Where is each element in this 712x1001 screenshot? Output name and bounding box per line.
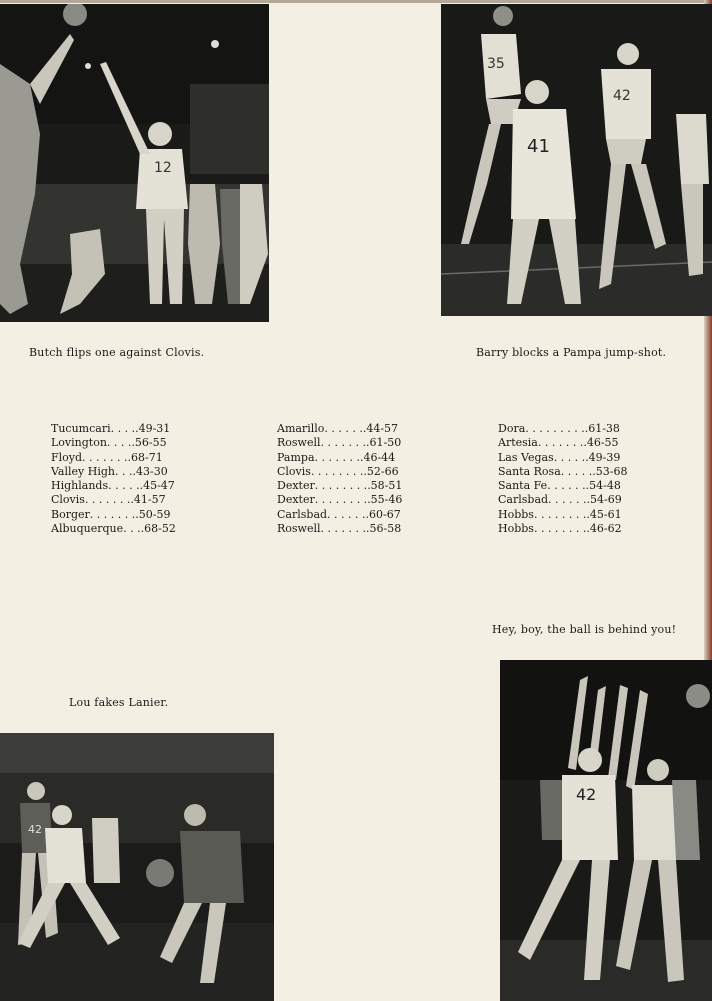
- team-name: Dexter: [277, 479, 315, 493]
- score-row: [498, 522, 658, 536]
- jersey-42-bottom-right: 42: [576, 785, 597, 804]
- jersey-42-bottom-left: 42: [28, 823, 42, 836]
- jersey-35: 35: [487, 56, 505, 72]
- photo-barry-pampa: [441, 4, 712, 316]
- team-name: Lovington: [51, 436, 107, 450]
- dot-leader: . . . . .: [108, 479, 140, 493]
- caption-lou: Lou fakes Lanier.: [69, 696, 169, 709]
- dot-leader: . . . .: [106, 436, 132, 450]
- photo-lou-lanier-image: [0, 733, 274, 1001]
- scores-column-2: [277, 422, 437, 536]
- game-score: .56-58: [365, 522, 402, 536]
- dot-leader: . . . . . . . .: [533, 507, 587, 521]
- scores-column-1: [51, 422, 211, 536]
- game-score: .68-52: [140, 522, 176, 536]
- team-name: Hobbs: [498, 507, 534, 521]
- photo-lou-lanier: [0, 733, 274, 1001]
- team-name: Santa Rosa: [498, 464, 561, 478]
- game-score: .44-57: [362, 422, 399, 435]
- dot-leader: . . . .: [110, 422, 136, 435]
- team-name: Amarillo: [277, 422, 325, 435]
- game-score: .68-71: [127, 450, 163, 464]
- game-score: .46-62: [586, 522, 622, 536]
- game-score: .50-59: [135, 507, 171, 521]
- score-row: [51, 451, 211, 465]
- score-row: [498, 508, 658, 522]
- dot-leader: . . . . . . .: [314, 450, 360, 464]
- game-score: .43-30: [132, 464, 168, 478]
- dot-leader: . . . . . . .: [89, 507, 136, 521]
- game-score: .52-66: [363, 464, 399, 478]
- score-row: [498, 436, 658, 450]
- game-score: .58-51: [367, 479, 403, 493]
- dot-leader: . . .: [123, 522, 141, 536]
- team-name: Santa Fe: [498, 479, 548, 493]
- dot-leader: . . . . . . .: [320, 436, 366, 450]
- team-name: Carlsbad: [277, 507, 328, 521]
- score-row: [51, 493, 211, 507]
- score-row: [277, 522, 437, 536]
- dot-leader: . . . . .: [560, 464, 593, 478]
- team-name: Carlsbad: [498, 493, 549, 507]
- team-name: Valley High: [51, 464, 115, 478]
- caption-barry: Barry blocks a Pampa jump-shot.: [476, 346, 667, 359]
- game-score: .45-61: [586, 507, 622, 521]
- photo-ball-behind: [500, 660, 712, 1001]
- team-name: Dora: [498, 422, 526, 435]
- team-name: Floyd: [51, 450, 83, 464]
- game-score: .54-48: [585, 479, 621, 493]
- team-name: Clovis: [277, 464, 311, 478]
- score-row: [277, 493, 437, 507]
- score-row: [498, 479, 658, 493]
- team-name: Hobbs: [498, 522, 534, 536]
- score-row: [498, 493, 658, 507]
- score-row: [277, 422, 437, 436]
- jersey-41: 41: [527, 136, 550, 157]
- game-score: .49-39: [585, 450, 621, 464]
- game-score: .61-50: [365, 436, 402, 450]
- game-score: .56-55: [131, 436, 167, 450]
- game-score: .41-57: [130, 493, 166, 507]
- team-name: Pampa: [277, 450, 315, 464]
- game-score: .61-38: [584, 422, 620, 435]
- score-row: [51, 479, 211, 493]
- score-row: [51, 422, 211, 436]
- game-score: .53-68: [592, 464, 628, 478]
- score-row: [277, 508, 437, 522]
- dot-leader: . . . . . . . .: [533, 522, 587, 536]
- jersey-42-top: 42: [613, 88, 631, 104]
- score-row: [51, 465, 211, 479]
- score-row: [277, 436, 437, 450]
- game-score: .46-44: [359, 450, 396, 464]
- jersey-12: 12: [154, 160, 172, 176]
- dot-leader: . . . . . .: [327, 507, 366, 521]
- dot-leader: . . .: [115, 464, 133, 478]
- game-score: .54-69: [586, 493, 622, 507]
- score-row: [51, 522, 211, 536]
- team-name: Roswell: [277, 436, 321, 450]
- photo-barry-pampa-image: [441, 4, 712, 316]
- team-name: Albuquerque: [51, 522, 124, 536]
- photo-butch-clovis-image: [0, 4, 269, 322]
- team-name: Artesia: [498, 436, 538, 450]
- photo-ball-behind-image: [500, 660, 712, 1001]
- dot-leader: . . . . . . .: [537, 436, 584, 450]
- team-name: Roswell: [277, 522, 321, 536]
- team-name: Las Vegas: [498, 450, 554, 464]
- dot-leader: . . . . . . .: [320, 522, 366, 536]
- score-row: [498, 451, 658, 465]
- game-score: .46-55: [583, 436, 619, 450]
- score-row: [498, 422, 658, 436]
- dot-leader: . . . . .: [553, 450, 586, 464]
- caption-butch: Butch flips one against Clovis.: [29, 346, 205, 359]
- score-row: [277, 465, 437, 479]
- score-row: [51, 508, 211, 522]
- score-row: [277, 479, 437, 493]
- dot-leader: . . . . . .: [548, 493, 587, 507]
- dot-leader: . . . . . .: [324, 422, 363, 435]
- game-score: .55-46: [367, 493, 403, 507]
- game-score: .45-47: [139, 479, 175, 493]
- dot-leader: . . . . . . .: [82, 450, 128, 464]
- score-row: [498, 465, 658, 479]
- game-score: .60-67: [365, 507, 401, 521]
- dot-leader: . . . . . . . .: [310, 464, 364, 478]
- caption-hey-boy: Hey, boy, the ball is behind you!: [492, 623, 677, 636]
- dot-leader: . . . . . .: [547, 479, 586, 493]
- team-name: Tucumcari: [51, 422, 111, 435]
- score-row: [51, 436, 211, 450]
- dot-leader: . . . . . . .: [84, 493, 131, 507]
- page-top-edge: [0, 0, 712, 3]
- score-row: [277, 451, 437, 465]
- team-name: Clovis: [51, 493, 85, 507]
- scores-column-3: [498, 422, 658, 536]
- team-name: Dexter: [277, 493, 315, 507]
- dot-leader: . . . . . . . .: [314, 479, 368, 493]
- team-name: Highlands: [51, 479, 109, 493]
- dot-leader: . . . . . . . . .: [525, 422, 585, 435]
- game-score: .49-31: [135, 422, 171, 435]
- photo-butch-clovis: [0, 4, 269, 322]
- dot-leader: . . . . . . . .: [314, 493, 368, 507]
- team-name: Borger: [51, 507, 90, 521]
